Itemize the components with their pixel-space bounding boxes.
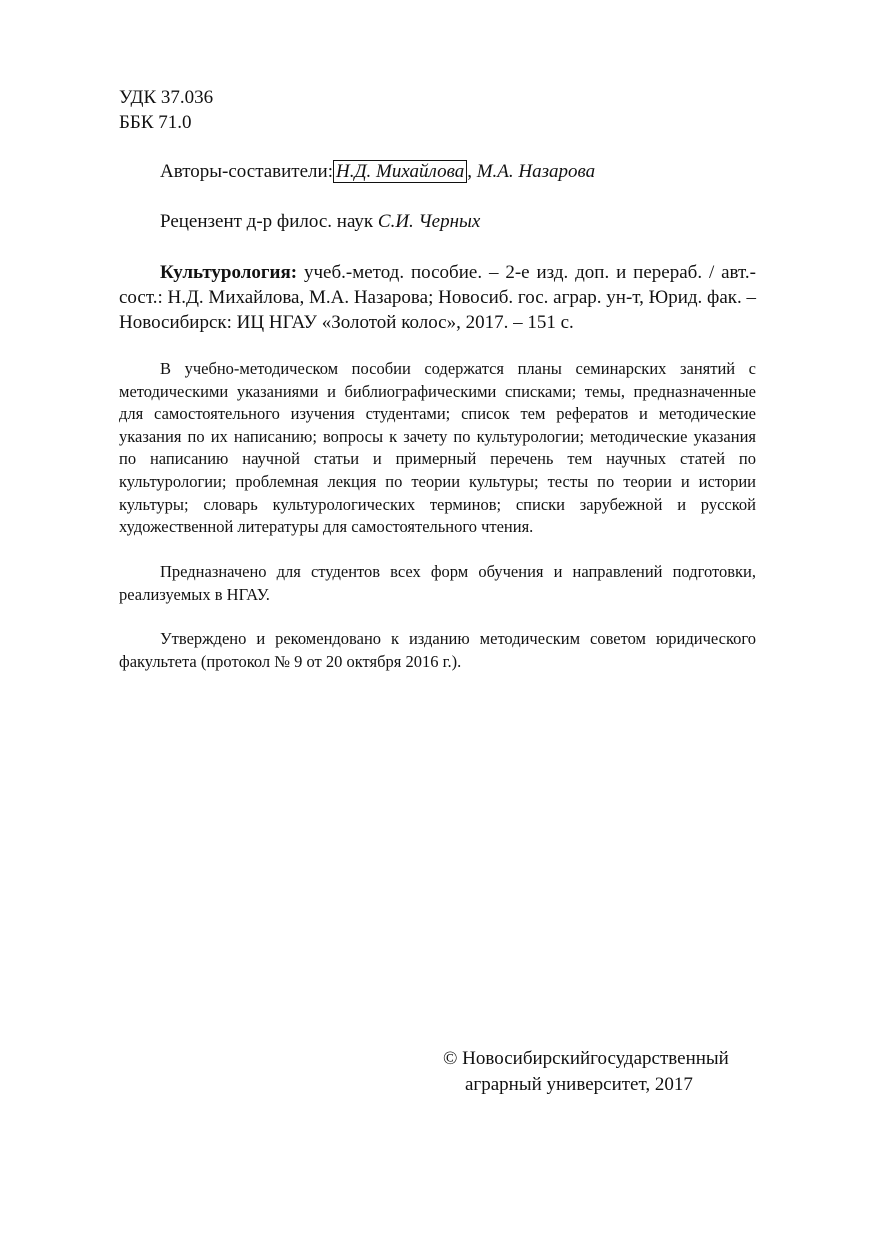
reviewer-name: С.И. Черных [377, 211, 481, 232]
description-text: учеб.-метод. пособие. – 2-е изд. доп. и перераб. / авт.-сост.: Н.Д. Михайлова, М.А. Назарова; Новосиб. гос. аграр. ун-т, Юрид. фак. – Новосибирск: ИЦ НГАУ «Золотой колос», 2017. – 151 с. [119, 262, 757, 333]
classification-codes [119, 85, 756, 135]
author-2: М.А. Назарова [476, 161, 596, 182]
book-title: Культурология: [160, 262, 298, 283]
authors-line [119, 159, 756, 184]
reviewer-line [119, 209, 756, 234]
udk-code: УДК 37.036 [119, 87, 214, 108]
bibliographic-description [119, 260, 756, 335]
author-1: Н.Д. Михайлова [333, 160, 467, 183]
abstract-paragraph-2: Предназначено для студентов всех форм обучения и направлений подготовки, реализуемых в НГАУ. [119, 562, 756, 604]
authors-separator: , [467, 161, 472, 182]
approval-note: Утверждено и рекомендовано к изданию методическим советом юридического факультета (протокол № 9 от 20 октября 2016 г.). [119, 629, 756, 671]
abstract-paragraph-1: В учебно-методическом пособии содержатся планы семинарских занятий с методическими указаниями и библиографическими списками; темы, предназначенные для самостоятельного изучения студентами; список тем рефератов и методические указания по их написанию; вопросы к зачету по культурологии; методические указания по написанию научной статьи и примерный перечень тем научных статей по культурологии; проблемная лекция по теории культуры; тесты по теории и истории культуры; словарь культурологических терминов; списки зарубежной и русской художественной литературы для самостоятельного чтения. [119, 359, 756, 537]
copyright-line-2: аграрный университет, 2017 [465, 1074, 693, 1095]
bbk-code: ББК 71.0 [119, 112, 192, 133]
copyright-line-1: © Новосибирскийгосударственный [443, 1048, 729, 1069]
copyright-block [443, 1046, 729, 1098]
authors-label: Авторы-составители: [160, 161, 333, 182]
reviewer-label: Рецензент д-р филос. наук [160, 211, 374, 232]
